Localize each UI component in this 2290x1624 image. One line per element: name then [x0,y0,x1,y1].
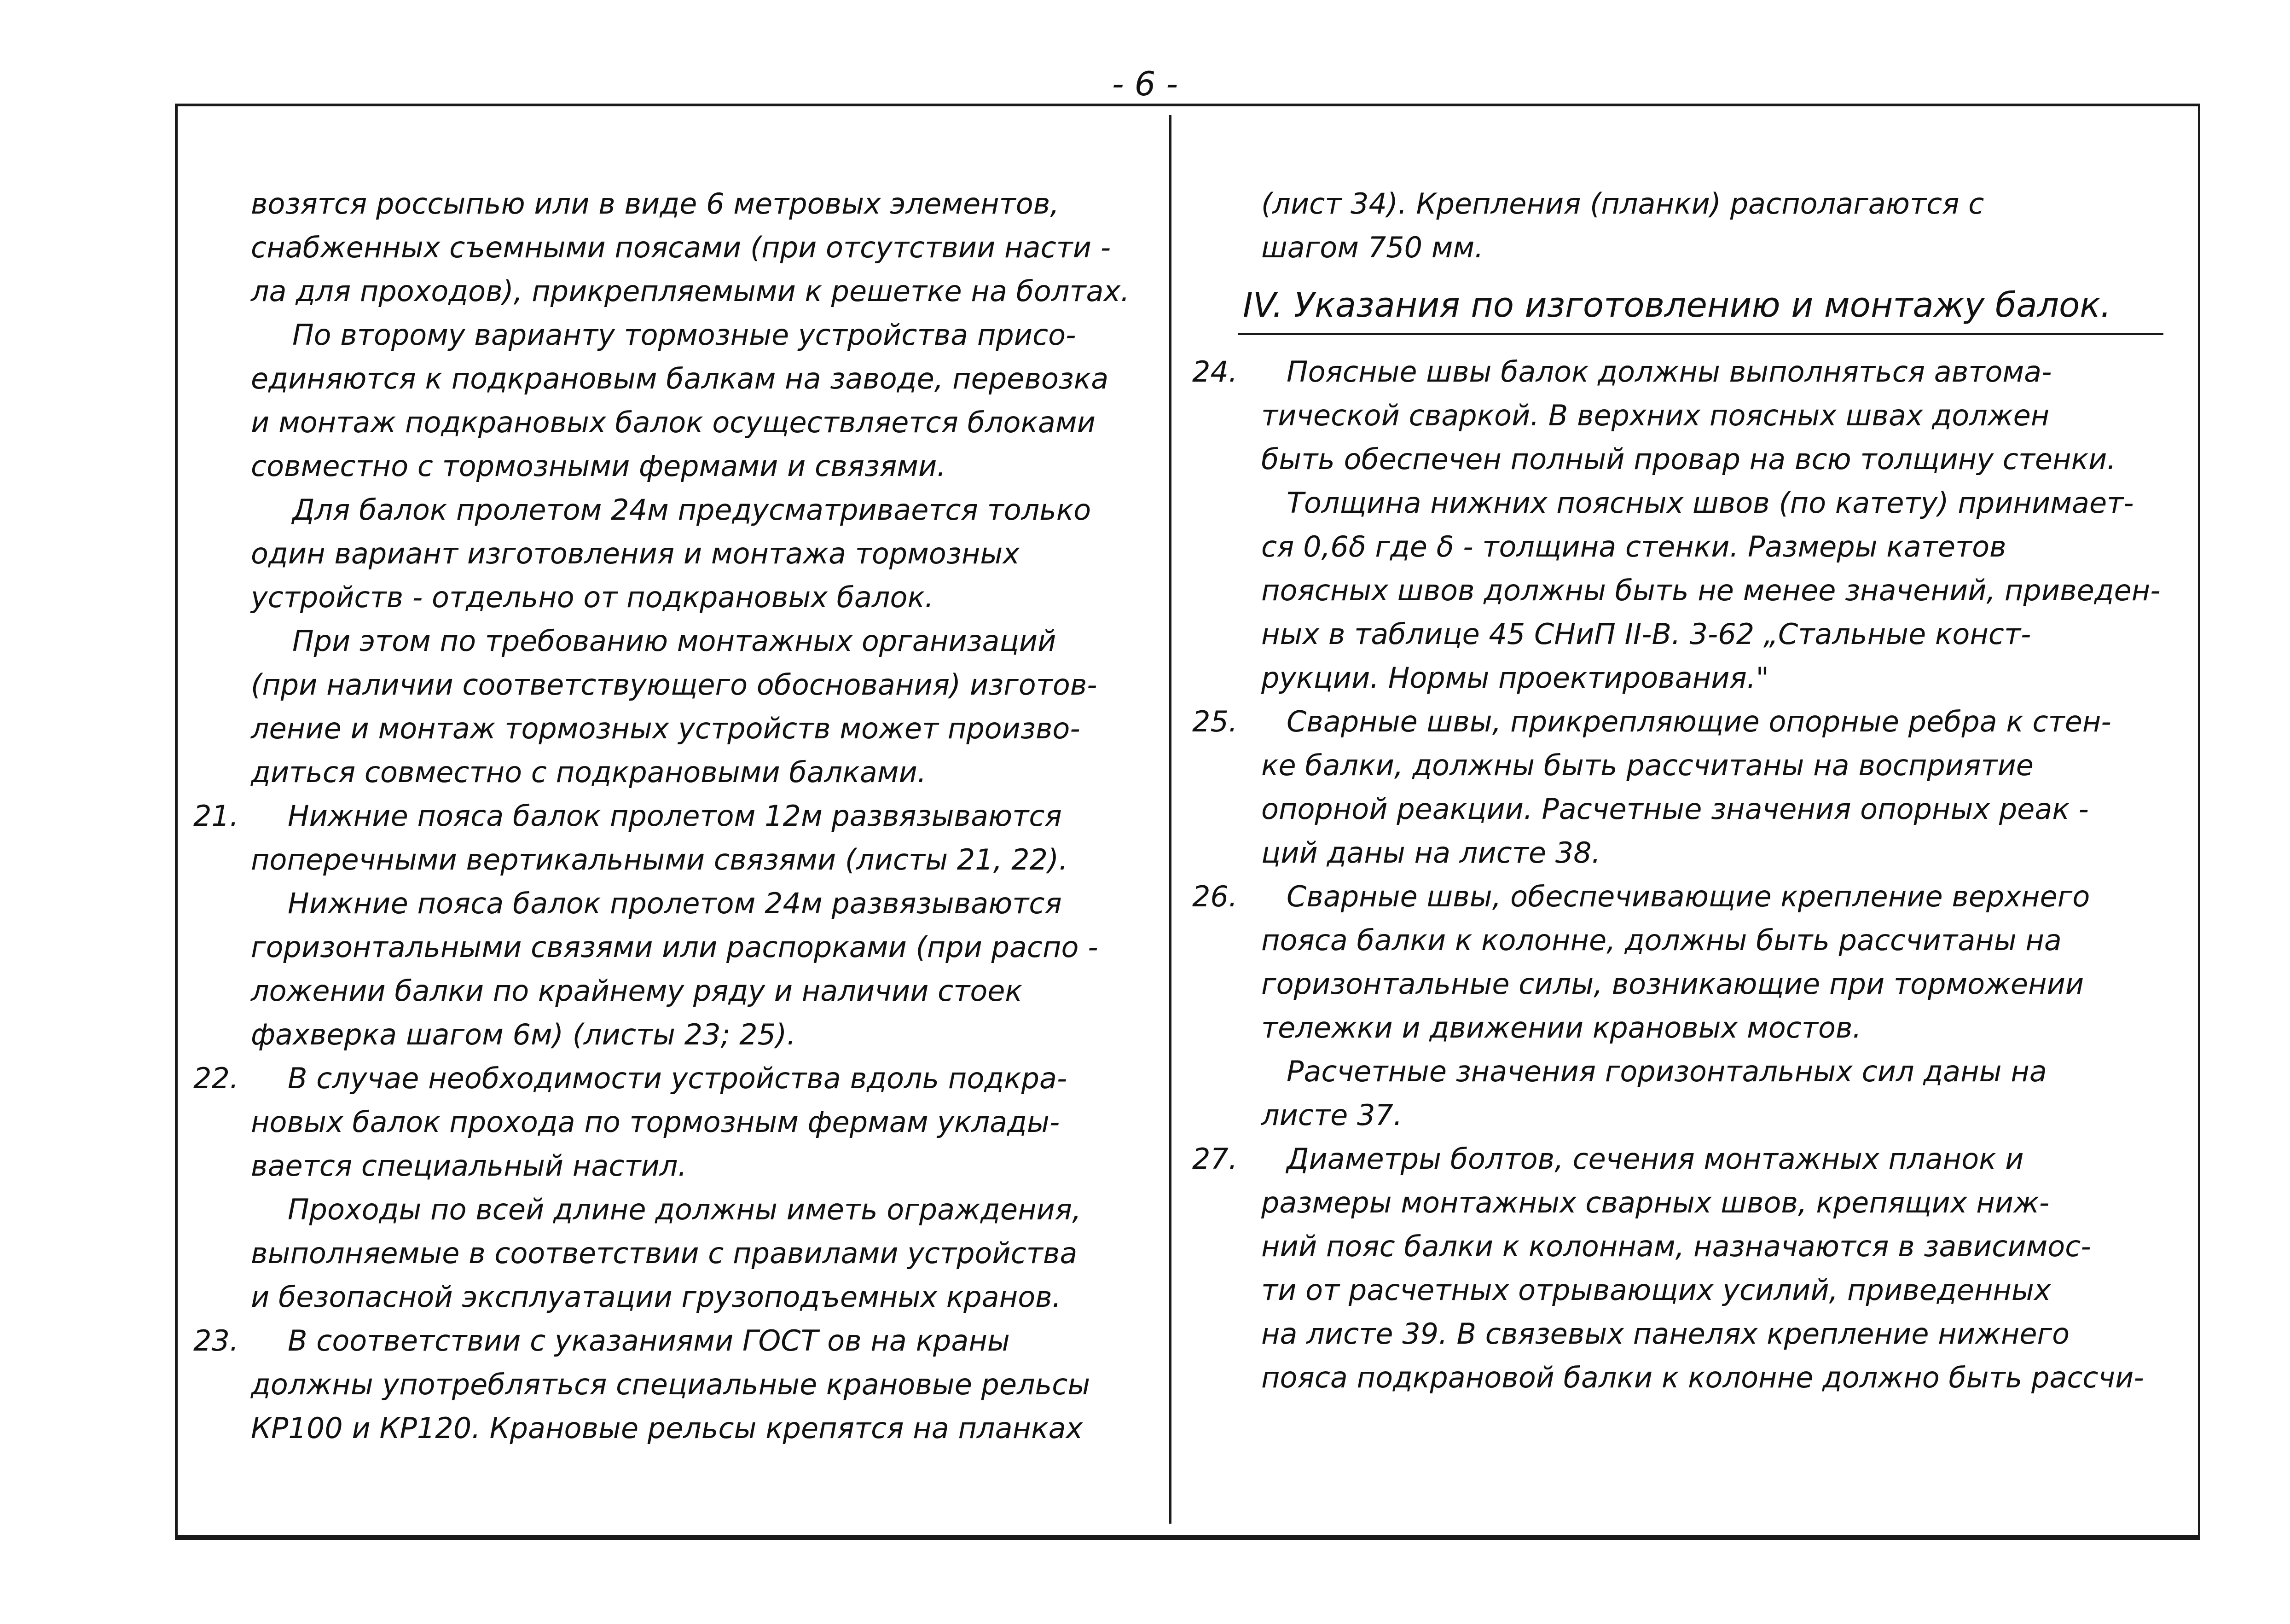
text-line [1192,1093,2177,1137]
text-line [1192,394,2177,437]
line-text: должны употребляться специальные крановые рельсы [251,1368,1090,1401]
line-text: По второму варианту тормозные устройства присо- [292,318,1076,352]
text-line [1192,831,2177,875]
text-line [193,182,1151,226]
line-text: ций даны на листе 38. [1261,836,1601,870]
line-text: ний пояс балки к колоннам, назначаются в зависимос- [1261,1230,2091,1263]
line-text: В случае необходимости устройства вдоль подкра- [288,1061,1067,1095]
line-text: Толщина нижних поясных швов (по катету) принимает- [1287,486,2134,520]
line-text: выполняемые в соответствии с правилами устройства [251,1236,1078,1270]
line-text: ложении балки по крайнему ряду и наличии стоек [251,974,1022,1008]
clause-number: 23. [193,1324,239,1357]
text-line [1192,568,2177,612]
text-line [193,838,1151,882]
line-text: Проходы по всей длине должны иметь ограждения, [288,1193,1081,1226]
text-line [193,400,1151,444]
text-line [1192,1181,2177,1224]
text-line [193,226,1151,269]
text-line [193,1406,1151,1450]
line-text: поясных швов должны быть не менее значений, приведен- [1261,574,2161,607]
line-text: возятся россыпью или в виде 6 метровых элементов, [251,187,1059,220]
text-line [193,532,1151,575]
line-text: Диаметры болтов, сечения монтажных планок и [1287,1142,2024,1176]
text-line [1192,226,2177,269]
text-line [193,1319,1151,1363]
text-line [193,269,1151,313]
line-text: Для балок пролетом 24м предусматривается только [292,493,1091,527]
left-column [193,182,1151,1450]
line-text: пояса подкрановой балки к колонне должно быть рассчи- [1261,1361,2144,1394]
text-line [1192,437,2177,481]
text-line [193,663,1151,707]
clause-number: 26. [1192,880,1238,913]
text-line [193,707,1151,750]
text-line [1192,1006,2177,1050]
line-text: устройств - отдельно от подкрановых балок. [251,580,934,614]
right-column-top [1192,182,2177,269]
section-heading-text: IV. Указания по изготовлению и монтажу балок. [1243,285,2111,325]
page-number: - 6 - [1112,64,1178,103]
section-heading [1192,269,2177,343]
text-line [1192,1268,2177,1312]
clause-number: 22. [193,1061,239,1095]
text-line [193,1056,1151,1100]
line-text: тележки и движении крановых мостов. [1261,1011,1862,1044]
line-text: ти от расчетных отрывающих усилий, приведенных [1261,1273,2051,1307]
line-text: Нижние пояса балок пролетом 24м развязываются [288,887,1062,920]
line-text: (при наличии соответствующего обоснования) изготов- [251,668,1097,702]
right-column [1192,182,2177,1399]
column-divider [1169,115,1171,1524]
line-text: листе 37. [1261,1098,1403,1132]
line-text: новых балок прохода по тормозным фермам уклады- [251,1105,1060,1139]
text-line [1192,743,2177,787]
line-text: диться совместно с подкрановыми балками. [251,755,927,789]
heading-underline [1238,333,2163,335]
text-line [1192,182,2177,226]
text-line [193,1231,1151,1275]
text-line [1192,700,2177,743]
line-text: В соответствии с указаниями ГОСТ ов на краны [288,1324,1010,1357]
text-line [1192,481,2177,525]
line-text: Сварные швы, прикрепляющие опорные ребра к стен- [1287,705,2111,738]
text-line [1192,612,2177,656]
line-text: КР100 и КР120. Крановые рельсы крепятся на планках [251,1411,1083,1445]
text-line [1192,875,2177,918]
line-text: Сварные швы, обеспечивающие крепление верхнего [1287,880,2090,913]
line-text: Расчетные значения горизонтальных сил даны на [1287,1055,2047,1088]
text-line [193,357,1151,400]
text-line [1192,525,2177,568]
line-text: единяются к подкрановым балкам на заводе, перевозка [251,362,1109,395]
line-text: рукции. Нормы проектирования." [1261,661,1769,695]
line-text: ся 0,6δ где δ - толщина стенки. Размеры катетов [1261,530,2006,563]
line-text: и безопасной эксплуатации грузоподъемных кранов. [251,1280,1061,1314]
line-text: ла для проходов), прикрепляемыми к решетке на болтах. [251,274,1130,308]
line-text: размеры монтажных сварных швов, крепящих ниж- [1261,1186,2050,1219]
line-text: (лист 34). Крепления (планки) располагаются с [1261,187,1984,220]
clause-number: 25. [1192,705,1238,738]
text-line [1192,962,2177,1006]
line-text: и монтаж подкрановых балок осуществляется блоками [251,406,1096,439]
line-text: ке балки, должны быть рассчитаны на восприятие [1261,748,2034,782]
line-text: фахверка шагом 6м) (листы 23; 25). [251,1018,796,1051]
text-line [193,313,1151,357]
line-text: опорной реакции. Расчетные значения опорных реак - [1261,792,2089,826]
line-text: горизонтальными связями или распорками (при распо - [251,930,1098,964]
text-line [1192,918,2177,962]
text-line [193,575,1151,619]
text-line [193,1363,1151,1406]
line-text: на листе 39. В связевых панелях крепление нижнего [1261,1317,2070,1351]
line-text: Поясные швы балок должны выполняться автома- [1287,355,2052,389]
line-text: Нижние пояса балок пролетом 12м развязываются [288,799,1062,833]
text-line [193,444,1151,488]
line-text: При этом по требованию монтажных организаций [292,624,1056,658]
line-text: горизонтальные силы, возникающие при торможении [1261,967,2084,1001]
line-text: один вариант изготовления и монтажа тормозных [251,537,1020,570]
clause-number: 21. [193,799,239,833]
line-text: ление и монтаж тормозных устройств может произво- [251,712,1080,745]
clause-number: 24. [1192,355,1238,389]
text-line [193,1013,1151,1056]
text-line [193,1275,1151,1319]
text-line [1192,1050,2177,1093]
line-text: шагом 750 мм. [1261,231,1484,264]
line-text: совместно с тормозными фермами и связями. [251,449,946,483]
text-line [193,882,1151,925]
text-line [1192,1137,2177,1181]
line-text: поперечными вертикальными связями (листы 21, 22). [251,843,1068,876]
line-text: вается специальный настил. [251,1149,687,1183]
line-text: тической сваркой. В верхних поясных швах должен [1261,399,2050,432]
text-line [193,1100,1151,1144]
text-line [193,1188,1151,1231]
line-text: ных в таблице 45 СНиП II-В. 3-62 „Стальные конст- [1261,617,2031,651]
text-line [1192,1312,2177,1356]
text-line [193,488,1151,532]
line-text: быть обеспечен полный провар на всю толщину стенки. [1261,442,2116,476]
right-column-body [1192,350,2177,1399]
text-line [1192,787,2177,831]
clause-number: 27. [1192,1142,1238,1176]
line-text: пояса балки к колонне, должны быть рассчитаны на [1261,923,2062,957]
text-line [193,1144,1151,1188]
text-line [1192,1224,2177,1268]
text-line [193,969,1151,1013]
text-line [193,750,1151,794]
text-line [1192,1356,2177,1399]
text-line [1192,656,2177,700]
text-line [1192,350,2177,394]
text-line [193,619,1151,663]
text-line [193,925,1151,969]
text-line [193,794,1151,838]
line-text: снабженных съемными поясами (при отсутствии насти - [251,231,1111,264]
